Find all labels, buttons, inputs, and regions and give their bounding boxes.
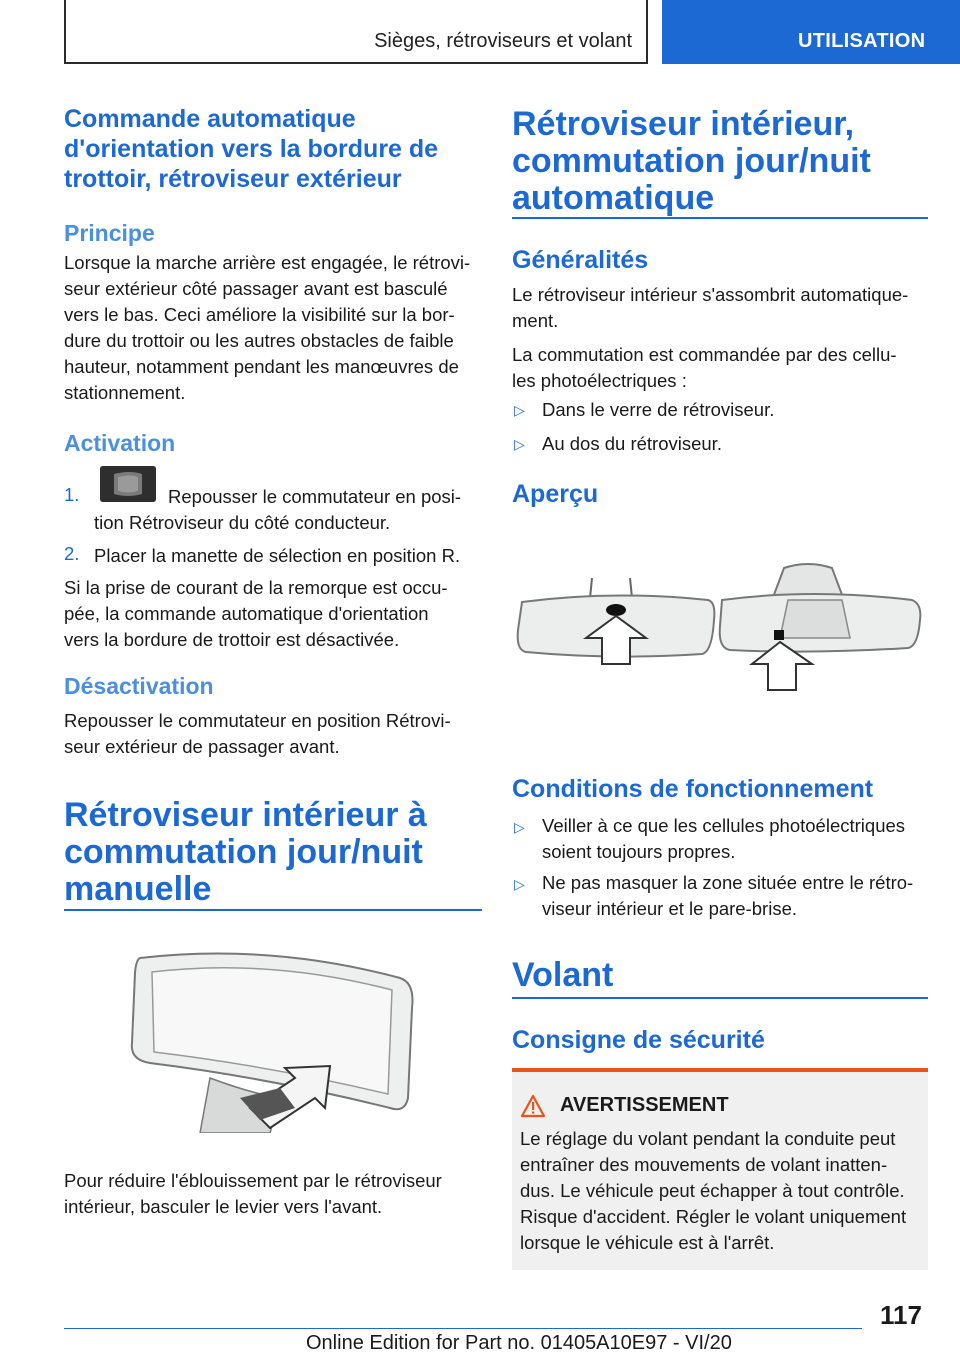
volant-title: Volant: [512, 956, 614, 994]
bullet-triangle-icon: ▷: [514, 876, 525, 892]
desactivation-title: Désactivation: [64, 673, 214, 699]
manual-caption: [64, 1168, 482, 1220]
consigne-title: Consigne de sécurité: [512, 1026, 765, 1054]
condition-item: [542, 870, 932, 922]
warning-text: [520, 1126, 924, 1256]
heading-line: d'orientation vers la bordure de: [64, 135, 439, 163]
section-rule: [64, 909, 482, 911]
step-number: 1.: [64, 484, 80, 505]
text-line: soient toujours propres.: [542, 841, 736, 862]
text-line: vers le bas. Ceci améliore la visibilité sur la bor-: [64, 304, 455, 325]
text-line: vers la bordure de trottoir est désactivée.: [64, 629, 400, 650]
heading-line: commutation jour/nuit: [512, 142, 871, 180]
section-rule: [512, 217, 928, 219]
heading-curb-function: [64, 104, 482, 194]
activation-note: [64, 575, 482, 653]
text-line: intérieur, basculer le levier vers l'avant.: [64, 1196, 383, 1217]
text-line: les photoélectriques :: [512, 370, 687, 391]
step-number: 2.: [64, 543, 80, 564]
warning-label: AVERTISSEMENT: [560, 1094, 729, 1116]
warning-triangle-icon: [520, 1094, 546, 1118]
cells-text: [512, 342, 930, 394]
apercu-title: Aperçu: [512, 480, 599, 508]
desactivation-text: [64, 708, 482, 760]
manual-mirror-illustration: [120, 948, 420, 1133]
text-line: Le rétroviseur intérieur s'assombrit automatique-: [512, 284, 909, 305]
text-line: dure du trottoir ou les autres obstacles de faible: [64, 330, 454, 351]
text-line: ment.: [512, 310, 559, 331]
mirror-switch-icon: [100, 466, 156, 502]
header-section-box: [64, 0, 648, 64]
heading-line: trottoir, rétroviseur extérieur: [64, 165, 402, 193]
heading-line: Rétroviseur intérieur à: [64, 796, 427, 834]
text-line: Le réglage du volant pendant la conduite peut: [520, 1128, 896, 1149]
text-line: dus. Le véhicule peut échapper à tout contrôle.: [520, 1180, 905, 1201]
principe-title: Principe: [64, 220, 155, 246]
condition-item: [542, 813, 932, 865]
generalites-text: [512, 282, 930, 334]
text-line: Risque d'accident. Régler le volant uniquement: [520, 1206, 907, 1227]
text-line: viseur intérieur et le pare-brise.: [542, 898, 797, 919]
heading-line: commutation jour/nuit: [64, 833, 423, 871]
text-line: stationnement.: [64, 382, 186, 403]
section-title: Sièges, rétroviseurs et volant: [374, 30, 632, 52]
sensor-location-illustration: [512, 560, 928, 695]
text-line: Veiller à ce que les cellules photoélectriques: [542, 815, 906, 836]
cells-bullet: Au dos du rétroviseur.: [542, 433, 722, 454]
footer-rule: [64, 1328, 862, 1329]
step2-text: Placer la manette de sélection en position R.: [94, 545, 461, 566]
text-line: Lorsque la marche arrière est engagée, le rétrovi-: [64, 252, 471, 273]
bullet-triangle-icon: ▷: [514, 436, 525, 452]
step1-line1: Repousser le commutateur en posi-: [168, 486, 462, 507]
text-line: entraîner des mouvements de volant inatten-: [520, 1154, 888, 1175]
activation-title: Activation: [64, 430, 176, 456]
chapter-title: UTILISATION: [798, 30, 926, 52]
cells-bullet: Dans le verre de rétroviseur.: [542, 399, 775, 420]
heading-line: automatique: [512, 179, 715, 217]
conditions-title: Conditions de fonctionnement: [512, 775, 874, 803]
bullet-triangle-icon: ▷: [514, 819, 525, 835]
generalites-title: Généralités: [512, 246, 649, 274]
bullet-triangle-icon: ▷: [514, 402, 525, 418]
text-line: Ne pas masquer la zone située entre le rétro-: [542, 872, 914, 893]
heading-line: Rétroviseur intérieur,: [512, 105, 855, 143]
header-chapter-tab[interactable]: [662, 0, 960, 64]
manual-mirror-title: [64, 797, 482, 908]
footer-edition: Online Edition for Part no. 01405A10E97 - VI/20: [306, 1332, 732, 1354]
principe-text: [64, 250, 482, 406]
text-line: Repousser le commutateur en position Rétrovi-: [64, 710, 451, 731]
text-line: La commutation est commandée par des cellu-: [512, 344, 897, 365]
step1-line2: tion Rétroviseur du côté conducteur.: [94, 512, 391, 533]
heading-line: Commande automatique: [64, 105, 356, 133]
text-line: Pour réduire l'éblouissement par le rétroviseur: [64, 1170, 442, 1191]
text-line: lorsque le véhicule est à l'arrêt.: [520, 1232, 775, 1253]
page-number: 117: [880, 1300, 922, 1330]
section-rule: [512, 997, 928, 999]
auto-mirror-title: [512, 106, 930, 217]
text-line: seur extérieur de passager avant.: [64, 736, 340, 757]
text-line: pée, la commande automatique d'orientation: [64, 603, 429, 624]
heading-line: manuelle: [64, 870, 212, 908]
text-line: Si la prise de courant de la remorque est occu-: [64, 577, 448, 598]
text-line: hauteur, notamment pendant les manœuvres de: [64, 356, 459, 377]
text-line: seur extérieur côté passager avant est basculé: [64, 278, 448, 299]
